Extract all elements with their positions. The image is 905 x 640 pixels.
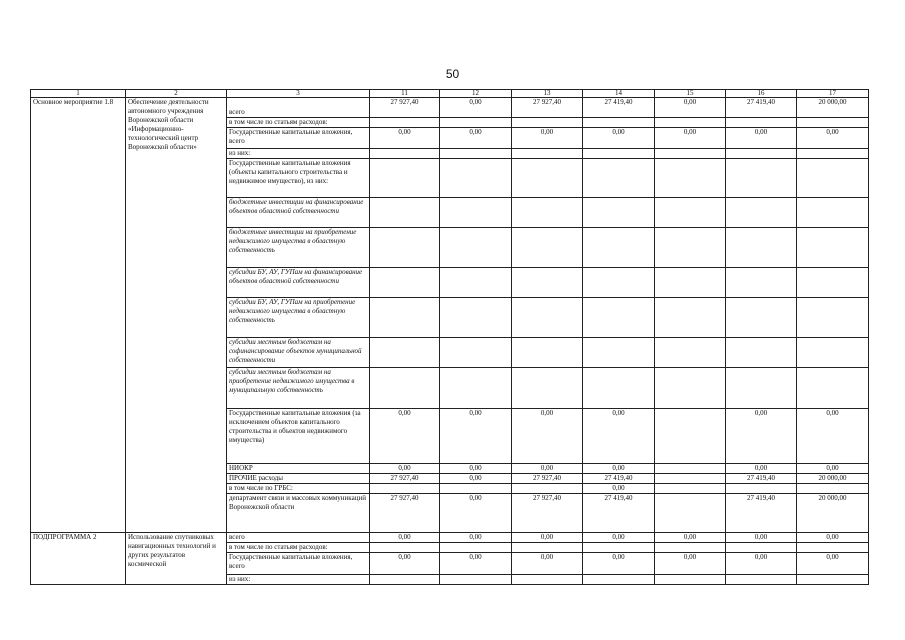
value-cell: 0,00	[440, 98, 512, 118]
value-cell	[583, 228, 655, 268]
activity-name-cell: Обеспечение деятельности автономного учреждения Воронежской области «Информационно-технологический центр Воронежской области»	[126, 98, 227, 533]
value-cell	[655, 228, 726, 268]
value-cell	[512, 118, 583, 128]
value-cell	[655, 474, 726, 484]
value-cell: 0,00	[655, 553, 726, 575]
value-cell	[655, 268, 726, 298]
value-cell: 0,00	[440, 553, 512, 575]
value-cell	[797, 149, 869, 159]
value-cell	[512, 543, 583, 553]
value-cell: 0,00	[726, 409, 797, 464]
value-cell	[370, 338, 440, 368]
value-cell	[797, 543, 869, 553]
value-cell	[583, 118, 655, 128]
value-cell	[370, 198, 440, 228]
value-cell	[797, 338, 869, 368]
value-cell	[655, 298, 726, 338]
expense-item-label: в том числе по ГРБС:	[227, 484, 370, 494]
column-header: 17	[797, 90, 869, 98]
value-cell	[370, 298, 440, 338]
value-cell	[726, 228, 797, 268]
value-cell: 0,00	[512, 128, 583, 149]
value-cell	[797, 368, 869, 409]
value-cell	[370, 149, 440, 159]
value-cell	[440, 368, 512, 409]
column-header-row	[31, 90, 869, 98]
value-cell	[726, 159, 797, 198]
value-cell: 0,00	[583, 464, 655, 474]
value-cell	[440, 118, 512, 128]
value-cell	[655, 409, 726, 464]
value-cell	[512, 159, 583, 198]
value-cell: 0,00	[797, 553, 869, 575]
value-cell: 0,00	[370, 553, 440, 575]
column-header: 16	[726, 90, 797, 98]
value-cell: 0,00	[370, 409, 440, 464]
expense-item-label: в том числе по статьям расходов:	[227, 118, 370, 128]
value-cell: 0,00	[583, 128, 655, 149]
column-header: 1	[31, 90, 126, 98]
value-cell	[655, 118, 726, 128]
value-cell: 0,00	[726, 128, 797, 149]
value-cell	[370, 228, 440, 268]
value-cell	[512, 198, 583, 228]
value-cell	[583, 149, 655, 159]
value-cell	[655, 484, 726, 494]
value-cell	[370, 159, 440, 198]
activity-code-cell: Основное мероприятие 1.8	[31, 98, 126, 533]
value-cell	[512, 149, 583, 159]
value-cell: 0,00	[440, 494, 512, 533]
value-cell	[726, 118, 797, 128]
value-cell: 0,00	[370, 128, 440, 149]
value-cell	[655, 543, 726, 553]
value-cell: 20 000,00	[797, 474, 869, 484]
value-cell	[726, 268, 797, 298]
table-row	[31, 533, 869, 543]
value-cell: 0,00	[797, 409, 869, 464]
value-cell	[797, 575, 869, 585]
expense-item-label: субсидии местным бюджетам на софинансирование объектов муниципальной собственности	[227, 338, 370, 368]
value-cell	[726, 298, 797, 338]
value-cell	[512, 338, 583, 368]
value-cell	[512, 298, 583, 338]
expense-item-label: Государственные капитальные вложения (объекты капитального строительства и недвижимое имущество), из них:	[227, 159, 370, 198]
value-cell	[726, 198, 797, 228]
column-header: 11	[370, 90, 440, 98]
value-cell	[440, 228, 512, 268]
value-cell: 0,00	[440, 464, 512, 474]
value-cell	[726, 338, 797, 368]
column-header: 14	[583, 90, 655, 98]
value-cell: 0,00	[512, 553, 583, 575]
value-cell: 20 000,00	[797, 98, 869, 118]
value-cell	[797, 198, 869, 228]
value-cell: 27 927,40	[512, 494, 583, 533]
budget-table	[30, 89, 869, 585]
value-cell	[440, 149, 512, 159]
expense-item-label: всего	[227, 533, 370, 543]
value-cell	[583, 268, 655, 298]
value-cell	[797, 484, 869, 494]
value-cell	[655, 149, 726, 159]
value-cell: 0,00	[797, 128, 869, 149]
table-body	[31, 98, 869, 585]
expense-item-label: из них:	[227, 149, 370, 159]
value-cell: 0,00	[655, 533, 726, 543]
expense-item-label: Государственные капитальные вложения, всего	[227, 128, 370, 149]
value-cell: 27 927,40	[370, 98, 440, 118]
value-cell	[726, 575, 797, 585]
value-cell: 0,00	[440, 474, 512, 484]
value-cell: 0,00	[655, 128, 726, 149]
value-cell	[655, 368, 726, 409]
expense-item-label: бюджетные инвестиции на приобретение недвижимого имущества в областную собственность	[227, 228, 370, 268]
value-cell	[726, 368, 797, 409]
value-cell: 0,00	[726, 553, 797, 575]
value-cell: 27 419,40	[583, 474, 655, 484]
value-cell: 0,00	[583, 553, 655, 575]
value-cell	[583, 198, 655, 228]
value-cell	[726, 484, 797, 494]
column-header: 2	[126, 90, 227, 98]
value-cell	[370, 118, 440, 128]
value-cell	[655, 198, 726, 228]
value-cell	[440, 198, 512, 228]
activity-code-cell: ПОДПРОГРАММА 2	[31, 533, 126, 585]
table-row	[31, 98, 869, 118]
value-cell: 0,00	[726, 464, 797, 474]
expense-item-label: Государственные капитальные вложения (за исключением объектов капитального строительства и объектов недвижимого имущества)	[227, 409, 370, 464]
value-cell	[440, 268, 512, 298]
expense-item-label: из них:	[227, 575, 370, 585]
expense-item-label: в том числе по статьям расходов:	[227, 543, 370, 553]
value-cell	[797, 298, 869, 338]
value-cell: 27 927,40	[370, 474, 440, 484]
value-cell: 27 927,40	[370, 494, 440, 533]
value-cell: 0,00	[797, 464, 869, 474]
value-cell: 27 419,40	[583, 98, 655, 118]
value-cell	[440, 575, 512, 585]
value-cell: 0,00	[726, 533, 797, 543]
value-cell	[797, 268, 869, 298]
value-cell	[655, 464, 726, 474]
expense-item-label: субсидии местным бюджетам на приобретение недвижимого имущества в муниципальную собственность	[227, 368, 370, 409]
value-cell: 0,00	[512, 533, 583, 543]
column-header: 12	[440, 90, 512, 98]
expense-item-label: субсидии БУ, АУ, ГУПам на финансирование объектов областной собственности	[227, 268, 370, 298]
value-cell: 0,00	[512, 409, 583, 464]
value-cell	[370, 575, 440, 585]
value-cell	[583, 159, 655, 198]
value-cell	[726, 543, 797, 553]
expense-item-label: департамент связи и массовых коммуникаций Воронежской области	[227, 494, 370, 533]
expense-item-label: всего	[227, 98, 370, 118]
value-cell	[512, 368, 583, 409]
value-cell	[655, 575, 726, 585]
value-cell: 27 927,40	[512, 474, 583, 484]
value-cell	[655, 159, 726, 198]
value-cell	[370, 484, 440, 494]
expense-item-label: НИОКР	[227, 464, 370, 474]
value-cell: 0,00	[655, 98, 726, 118]
column-header: 3	[227, 90, 370, 98]
value-cell	[797, 159, 869, 198]
value-cell: 0,00	[440, 128, 512, 149]
expense-item-label: Государственные капитальные вложения, всего	[227, 553, 370, 575]
expense-item-label: субсидии БУ, АУ, ГУПам на приобретение недвижимого имущества в областную собственность	[227, 298, 370, 338]
value-cell	[440, 338, 512, 368]
value-cell	[583, 575, 655, 585]
value-cell	[512, 268, 583, 298]
value-cell	[583, 543, 655, 553]
value-cell	[370, 268, 440, 298]
value-cell	[440, 484, 512, 494]
value-cell	[440, 159, 512, 198]
value-cell	[440, 298, 512, 338]
value-cell	[797, 118, 869, 128]
value-cell	[655, 338, 726, 368]
value-cell	[512, 228, 583, 268]
value-cell	[797, 228, 869, 268]
column-header: 15	[655, 90, 726, 98]
value-cell: 27 419,40	[726, 98, 797, 118]
value-cell: 0,00	[370, 533, 440, 543]
value-cell	[512, 575, 583, 585]
value-cell: 20 000,00	[797, 494, 869, 533]
value-cell	[583, 368, 655, 409]
value-cell: 27 419,40	[726, 494, 797, 533]
value-cell: 0,00	[440, 409, 512, 464]
value-cell: 0,00	[370, 464, 440, 474]
column-header: 13	[512, 90, 583, 98]
value-cell	[726, 149, 797, 159]
expense-item-label: бюджетные инвестиции на финансирование объектов областной собственности	[227, 198, 370, 228]
value-cell: 27 419,40	[726, 474, 797, 484]
value-cell	[440, 543, 512, 553]
value-cell: 27 927,40	[512, 98, 583, 118]
value-cell: 0,00	[797, 533, 869, 543]
value-cell: 0,00	[512, 464, 583, 474]
value-cell: 0,00	[583, 409, 655, 464]
value-cell	[583, 338, 655, 368]
expense-item-label: ПРОЧИЕ расходы	[227, 474, 370, 484]
value-cell: 0,00	[583, 533, 655, 543]
activity-name-cell: Использование спутниковых навигационных технологий и других результатов космической	[126, 533, 227, 585]
value-cell	[512, 484, 583, 494]
value-cell: 0,00	[440, 533, 512, 543]
value-cell: 0,00	[583, 484, 655, 494]
value-cell: 27 419,40	[583, 494, 655, 533]
value-cell	[370, 543, 440, 553]
value-cell	[583, 298, 655, 338]
value-cell	[370, 368, 440, 409]
page-number: 50	[445, 67, 460, 81]
value-cell	[655, 494, 726, 533]
